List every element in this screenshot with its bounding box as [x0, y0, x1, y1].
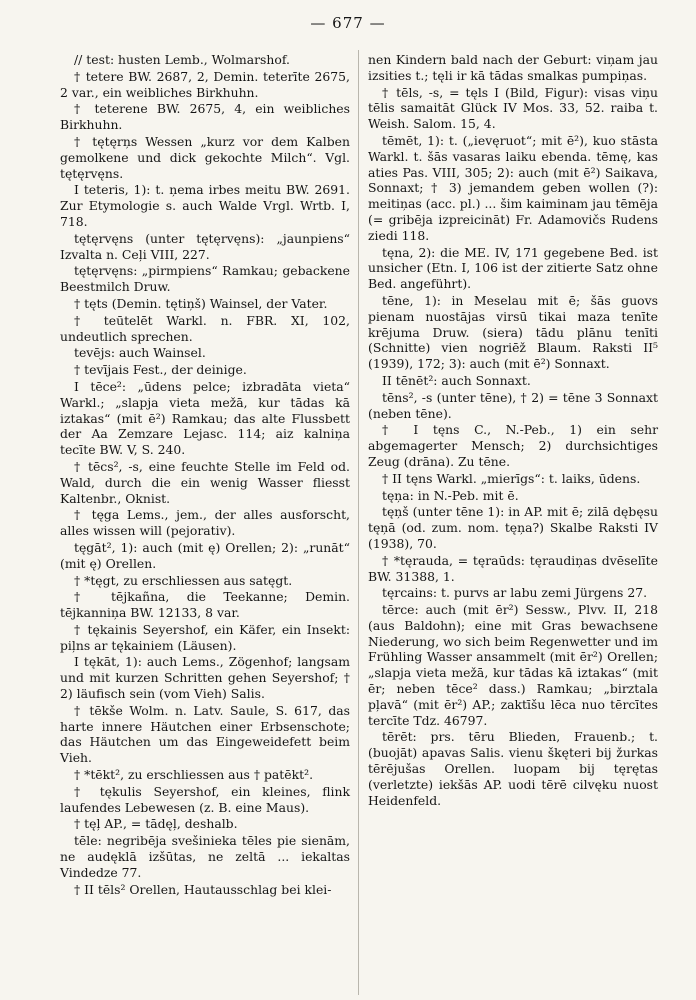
page-number: — 677 — [310, 14, 386, 32]
dictionary-entry: † tējkañna, die Teekanne; Demin. tējkanniņa BW. 12133, 8 var. [60, 589, 350, 621]
dictionary-entry: tęrcains: t. purvs ar labu zemi Jürgens 27. [382, 585, 648, 601]
dictionary-entry: tēmēt, 1): t. („ievęruot“; mit ē²), kuo stāsta Warkl. t. šās vasaras laiku ebenda. tēmę, kas aties Pas. VIII, 305; 2): auch (mit ē²) Saikava, Sonnaxt; † 3) jemandem geben wollen (?): meitiņas (acc. pl.) ... šim kaiminam jau tēmēja (= gribēja izpreicināt) Fr. Adamovičs Rudens ziedi 118. [368, 132, 658, 243]
dictionary-entry: † tęļ AP., = tādęļ, deshalb. [74, 816, 238, 832]
dictionary-entry: tēne, 1): in Meselau mit ē; šās guovs pienam nuostājas virsū tikai maza tenīte krējuma Druw. (siera) tādu plānu tenīti (Schnitte) vien nogriēž Blaum. Raksti II⁵ (1939), 172; 3): auch (mit ē²) Sonnaxt. [368, 292, 658, 372]
dictionary-entry: † tęts (Demin. tętiņš) Wainsel, der Vater. [74, 295, 328, 311]
dictionary-entry: tęņš (unter tēne 1): in AP. mit ē; zilā dębęsu tęņā (od. zum. nom. tęņa?) Skalbe Raksti IV (1938), 70. [368, 504, 658, 551]
dictionary-entry: tętęrvęns (unter tętęrvęns): „jaunpiens“ Izvalta n. Ceļi VIII, 227. [60, 230, 350, 262]
dictionary-entry: † tēls, -s, = tęls I (Bild, Figur): visas viņu tēlis samaitāt Glück IV Mos. 33, 52. raiba t. Weish. Salom. 15, 4. [368, 84, 658, 132]
dictionary-entry: † II tēls² Orellen, Hautausschlag bei klei- [74, 881, 332, 897]
dictionary-entry: tęgāt², 1): auch (mit ę) Orellen; 2): „runāt“ (mit ę) Orellen. [60, 539, 350, 571]
dictionary-entry: † tęga Lems., jem., der alles ausforscht, alles wissen will (pejorativ). [60, 507, 350, 539]
dictionary-entry: tevējs: auch Wainsel. [74, 345, 206, 361]
left-column [60, 52, 350, 898]
dictionary-entry: I teteris, 1): t. ņema irbes meitu BW. 2691. Zur Etymologie s. auch Walde Vrgl. Wrtb. I, 718. [60, 182, 350, 229]
dictionary-entry: † tetere BW. 2687, 2, Demin. teterīte 2675, 2 var., ein weibliches Birkhuhn. [60, 68, 350, 100]
dictionary-entry: I tękāt, 1): auch Lems., Zögenhof; langsam und mit kurzen Schritten gehen Seyershof; † 2) läufisch sein (vom Vieh) Salis. [60, 654, 350, 702]
dictionary-entry: tęņa: in N.-Peb. mit ē. [382, 487, 519, 503]
dictionary-entry: tēns², -s (unter tēne), † 2) = tēne 3 Sonnaxt (neben tēne). [368, 389, 658, 421]
dictionary-entry: I tēce²: „ūdens pelce; izbradāta vieta“ Warkl.; „slapja vieta mežā, kur tādas kā iztakas“ (mit ē²) Ramkau; das alte Flussbett der Aa Zemzare Lejasc. 114; aiz kalniņa tecīte BW. V, S. 240. [60, 378, 350, 458]
dictionary-entry: † tēcs², -s, eine feuchte Stelle im Feld od. Wald, durch die ein wenig Wasser fliesst Kaltenbr., Oknist. [60, 458, 350, 506]
dictionary-entry: tēle: negribēja svešinieka tēles pie sienām, ne audęklā izšūtas, ne zeltā ... iekaltas Vindedze 77. [60, 833, 350, 880]
dictionary-entry: † *tęgt, zu erschliessen aus satęgt. [74, 572, 293, 588]
column-divider [358, 50, 359, 995]
dictionary-entry: † tēkše Wolm. n. Latv. Saule, S. 617, das harte innere Häutchen einer Erbsenschote; das Häutchen um das Eingeweidefett beim Vieh. [60, 702, 350, 766]
dictionary-entry: † tękainis Seyershof, ein Käfer, ein Insekt: piļns ar tękainiem (Läusen). [60, 621, 350, 653]
dictionary-entry: tętęrvęns: „pirmpiens“ Ramkau; gebackene Beestmilch Druw. [60, 263, 350, 295]
dictionary-entry: † teterene BW. 2675, 4, ein weibliches Birkhuhn. [60, 101, 350, 133]
dictionary-entry: † II tęns Warkl. „mierīgs“: t. laiks, ūdens. [382, 470, 641, 486]
dictionary-entry: tērēt: prs. tēru Blieden, Frauenb.; t. (buojāt) apavas Salis. vienu škęteri bij žurkas tērējušas Orellen. luopam bij tęrętas (verletzte) iekšās AP. uodi tērē cilvęku nuost Heidenfeld. [368, 729, 658, 808]
dictionary-entry: nen Kindern bald nach der Geburt: viņam jau izsities t.; tęli ir kā tādas smalkas pumpiņas. [368, 52, 658, 83]
dictionary-entry: † *tęrauda, = tęraūds: tęraudiņas dvēselīte BW. 31388, 1. [368, 552, 658, 584]
dictionary-entry: † tevījais Fest., der deinige. [74, 362, 247, 378]
dictionary-entry: tērce: auch (mit ēr²) Sessw., Plvv. II, 218 (aus Baldohn); eine mit Gras bewachsene Niederung, wo sich beim Regenwetter und im Frühling Wasser ansammelt (mit ēr²) Orellen; „slapja vieta mežā, kur tādas kā iztakas“ (mit ēr; neben tēce² dass.) Ramkau; „birztala pļavā“ (mit ēr²) AP.; zaktīšu lēca nuo tērcītes tercīte Tdz. 46797. [368, 602, 658, 728]
dictionary-entry: † *tēkt², zu erschliessen aus † patēkt². [74, 767, 314, 783]
dictionary-entry: II tēnēt²: auch Sonnaxt. [382, 372, 531, 388]
dictionary-entry: † tętęrņs Wessen „kurz vor dem Kalben gemolkene und dick gekochte Milch“. Vgl. tętęrvęns. [60, 133, 350, 181]
dictionary-entry: † I tęns C., N.-Peb., 1) ein sehr abgemagerter Mensch; 2) durchsichtiges Zeug (drāna). Zu tēne. [368, 422, 658, 469]
dictionary-entry: tęna, 2): die ME. IV, 171 gegebene Bed. ist unsicher (Etn. I, 106 ist der zitierte Satz ohne Bed. angeführt). [368, 244, 658, 292]
dictionary-entry: † teūtelēt Warkl. n. FBR. XI, 102, undeutlich sprechen. [60, 312, 350, 344]
right-column [368, 52, 658, 809]
dictionary-entry: // test: husten Lemb., Wolmarshof. [74, 52, 290, 67]
dictionary-entry: † tękulis Seyershof, ein kleines, flink laufendes Lebewesen (z. B. eine Maus). [60, 783, 350, 815]
